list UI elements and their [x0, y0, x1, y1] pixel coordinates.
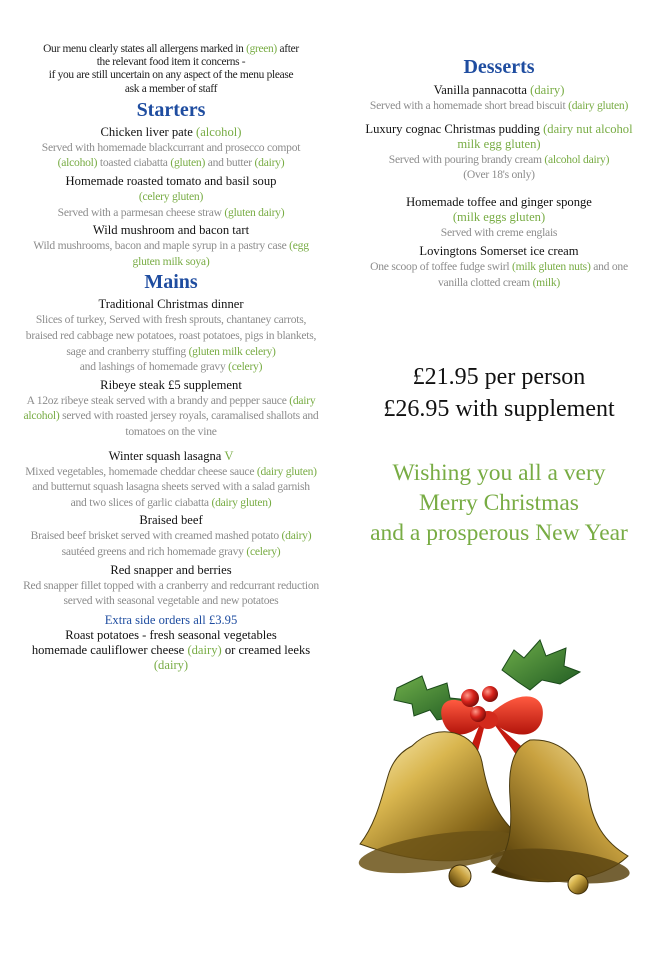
- starters-list: [22, 125, 320, 270]
- allergen-tag: (milk gluten nuts): [511, 260, 591, 274]
- allergen-tag: (gluten): [170, 156, 206, 170]
- dish-description: [22, 393, 320, 440]
- dish-name: [354, 83, 644, 98]
- menu-text: Our menu clearly states all allergens marked in: [43, 43, 247, 55]
- menu-text: Slices of turkey, Served with fresh sprouts, chantaney carrots, braised red cabbage new potatoes, roast potatoes, pigs in blankets, sage and cranberry stuffing: [25, 313, 317, 358]
- menu-text: homemade cauliflower cheese: [31, 642, 188, 657]
- left-column: [22, 0, 320, 673]
- desserts-list: [354, 83, 644, 291]
- menu-text: Mixed vegetables, homemade cheddar cheese sauce: [25, 464, 257, 478]
- extra-sides-heading: Extra side orders all £3.95: [104, 612, 238, 627]
- dish-name: [22, 174, 320, 189]
- allergen-tag: (celery gluten): [138, 190, 204, 203]
- menu-item: [354, 195, 644, 241]
- dish-name: [22, 513, 320, 528]
- menu-text: served with roasted jersey royals, caramalised shallots and tomatoes on the vine: [59, 409, 319, 438]
- menu-item: [22, 449, 320, 511]
- menu-item: [22, 513, 320, 559]
- menu-text: and butternut squash lasagna sheets served with a salad garnish: [32, 480, 310, 494]
- notice-line: [22, 43, 320, 56]
- sides-list: [22, 628, 320, 673]
- menu-text: Red snapper fillet topped with a cranberry and redcurrant reduction served with seasonal vegetable and new potatoes: [23, 578, 319, 608]
- allergen-notice: [22, 43, 320, 96]
- notice-line: [22, 83, 320, 96]
- menu-text: sautéed greens and rich homemade gravy: [61, 544, 247, 558]
- dish-description: [22, 464, 320, 511]
- allergen-tag: (dairy gluten): [211, 495, 272, 509]
- allergen-tag: (dairy): [153, 657, 189, 672]
- dish-name: [22, 449, 320, 464]
- menu-item: [22, 378, 320, 440]
- menu-text: Braised beef: [139, 513, 203, 528]
- menu-text: Red snapper and berries: [110, 562, 232, 577]
- dish-description: [354, 98, 644, 114]
- menu-text: after: [276, 43, 299, 55]
- dish-description: [22, 238, 320, 269]
- menu-text: the relevant food item it concerns -: [96, 56, 246, 69]
- allergen-tag: (gluten milk celery): [188, 344, 276, 358]
- allergen-tag: (gluten dairy): [224, 205, 285, 219]
- dish-description: [22, 578, 320, 609]
- allergen-tag: (alcohol dairy): [544, 152, 610, 166]
- menu-text: Served with a homemade short bread biscuit: [369, 99, 569, 112]
- menu-text: Winter squash lasagna: [108, 448, 225, 463]
- side-order-line: [22, 628, 320, 643]
- mains-heading: Mains: [144, 271, 198, 294]
- dish-description: [22, 312, 320, 374]
- menu-text: Chicken liver pate: [100, 124, 196, 139]
- menu-text: Ribeye steak £5 supplement: [100, 377, 242, 392]
- dish-name: [22, 223, 320, 238]
- right-column: [354, 0, 644, 548]
- allergen-tag: (milk eggs gluten): [452, 209, 546, 224]
- dish-name: [354, 244, 644, 259]
- menu-text: Served with a parmesan cheese straw: [57, 205, 225, 219]
- menu-text: ask a member of staff: [124, 82, 218, 95]
- allergen-tag: (dairy): [281, 529, 312, 543]
- menu-item: [22, 223, 320, 269]
- menu-text: Traditional Christmas dinner: [98, 297, 244, 312]
- dish-name: [354, 195, 644, 225]
- menu-text: and lashings of homemade gravy: [79, 360, 229, 374]
- menu-text: Served with pouring brandy cream: [388, 152, 545, 166]
- menu-text: if you are still uncertain on any aspect of the menu please: [48, 69, 294, 82]
- price-per-person: £21.95 per person: [412, 363, 586, 390]
- menu-text: and two slices of garlic ciabatta: [70, 495, 212, 509]
- menu-text: Vanilla pannacotta: [433, 83, 531, 97]
- dish-description: [354, 259, 644, 290]
- allergen-tag: (alcohol): [196, 124, 242, 139]
- menu-text: (Over 18's only): [463, 168, 535, 182]
- menu-text: Wild mushroom and bacon tart: [92, 223, 250, 238]
- menu-text: Roast potatoes - fresh seasonal vegetables: [65, 627, 277, 642]
- menu-item: [22, 174, 320, 220]
- menu-item: [354, 244, 644, 290]
- allergen-tag: (celery): [246, 544, 281, 558]
- allergen-tag: (dairy gluten): [256, 464, 317, 478]
- greeting-line-2: Merry Christmas: [419, 489, 579, 516]
- menu-text: Served with creme englais: [440, 225, 558, 239]
- price-with-supplement: £26.95 with supplement: [383, 395, 615, 422]
- menu-item: [354, 83, 644, 114]
- dish-description: [22, 189, 320, 220]
- menu-text: Wild mushrooms, bacon and maple syrup in a pastry case: [33, 239, 290, 253]
- notice-line: [22, 56, 320, 69]
- menu-text: Homemade toffee and ginger sponge: [406, 194, 592, 209]
- menu-text: Lovingtons Somerset ice cream: [419, 244, 579, 259]
- allergen-tag: (dairy gluten): [568, 99, 629, 112]
- menu-text: A 12oz ribeye steak served with a brandy and pepper sauce: [26, 393, 290, 407]
- dish-description: [354, 152, 644, 183]
- menu-item: [354, 122, 644, 183]
- dish-name: [22, 125, 320, 140]
- allergen-tag: (egg gluten milk soya): [132, 239, 309, 268]
- menu-text: Homemade roasted tomato and basil soup: [65, 174, 277, 188]
- dish-description: [22, 140, 320, 171]
- dish-description: [354, 225, 644, 241]
- menu-text: Braised beef brisket served with creamed mashed potato: [30, 529, 282, 543]
- starters-heading: Starters: [136, 98, 206, 121]
- menu-text: and butter: [205, 156, 255, 170]
- menu-text: and one vanilla clotted cream: [437, 260, 628, 289]
- greeting-block: [354, 458, 644, 548]
- allergen-tag: (dairy nut alcohol milk egg gluten): [457, 121, 633, 151]
- greeting-line-1: Wishing you all a very: [392, 459, 606, 486]
- greeting-line-3: and a prosperous New Year: [370, 519, 628, 546]
- menu-text: Served with homemade blackcurrant and prosecco compot: [41, 140, 301, 154]
- menu-text: or creamed leeks: [221, 642, 311, 657]
- menu-item: [22, 125, 320, 171]
- mains-list: [22, 297, 320, 608]
- dish-name: [22, 563, 320, 578]
- allergen-tag: V: [224, 448, 234, 463]
- dish-name: [22, 378, 320, 393]
- allergen-tag: (green): [246, 43, 277, 55]
- notice-line: [22, 69, 320, 82]
- desserts-heading: Desserts: [463, 56, 535, 78]
- allergen-tag: (dairy): [530, 83, 565, 97]
- allergen-tag: (alcohol): [57, 156, 98, 170]
- menu-item: [22, 297, 320, 374]
- dish-name: [354, 122, 644, 152]
- christmas-bells-icon: [352, 628, 648, 898]
- allergen-tag: (dairy alcohol): [23, 393, 316, 423]
- menu-text: One scoop of toffee fudge swirl: [370, 260, 512, 274]
- menu-text: Luxury cognac Christmas pudding: [365, 121, 544, 136]
- menu-text: toasted ciabatta: [97, 156, 171, 170]
- allergen-tag: (dairy): [187, 642, 222, 657]
- allergen-tag: (milk): [532, 275, 561, 289]
- pricing-block: [354, 361, 644, 425]
- dish-description: [22, 528, 320, 559]
- dish-name: [22, 297, 320, 312]
- allergen-tag: (celery): [228, 360, 263, 374]
- menu-item: [22, 563, 320, 609]
- allergen-tag: (dairy): [254, 156, 285, 170]
- side-order-line: [22, 643, 320, 673]
